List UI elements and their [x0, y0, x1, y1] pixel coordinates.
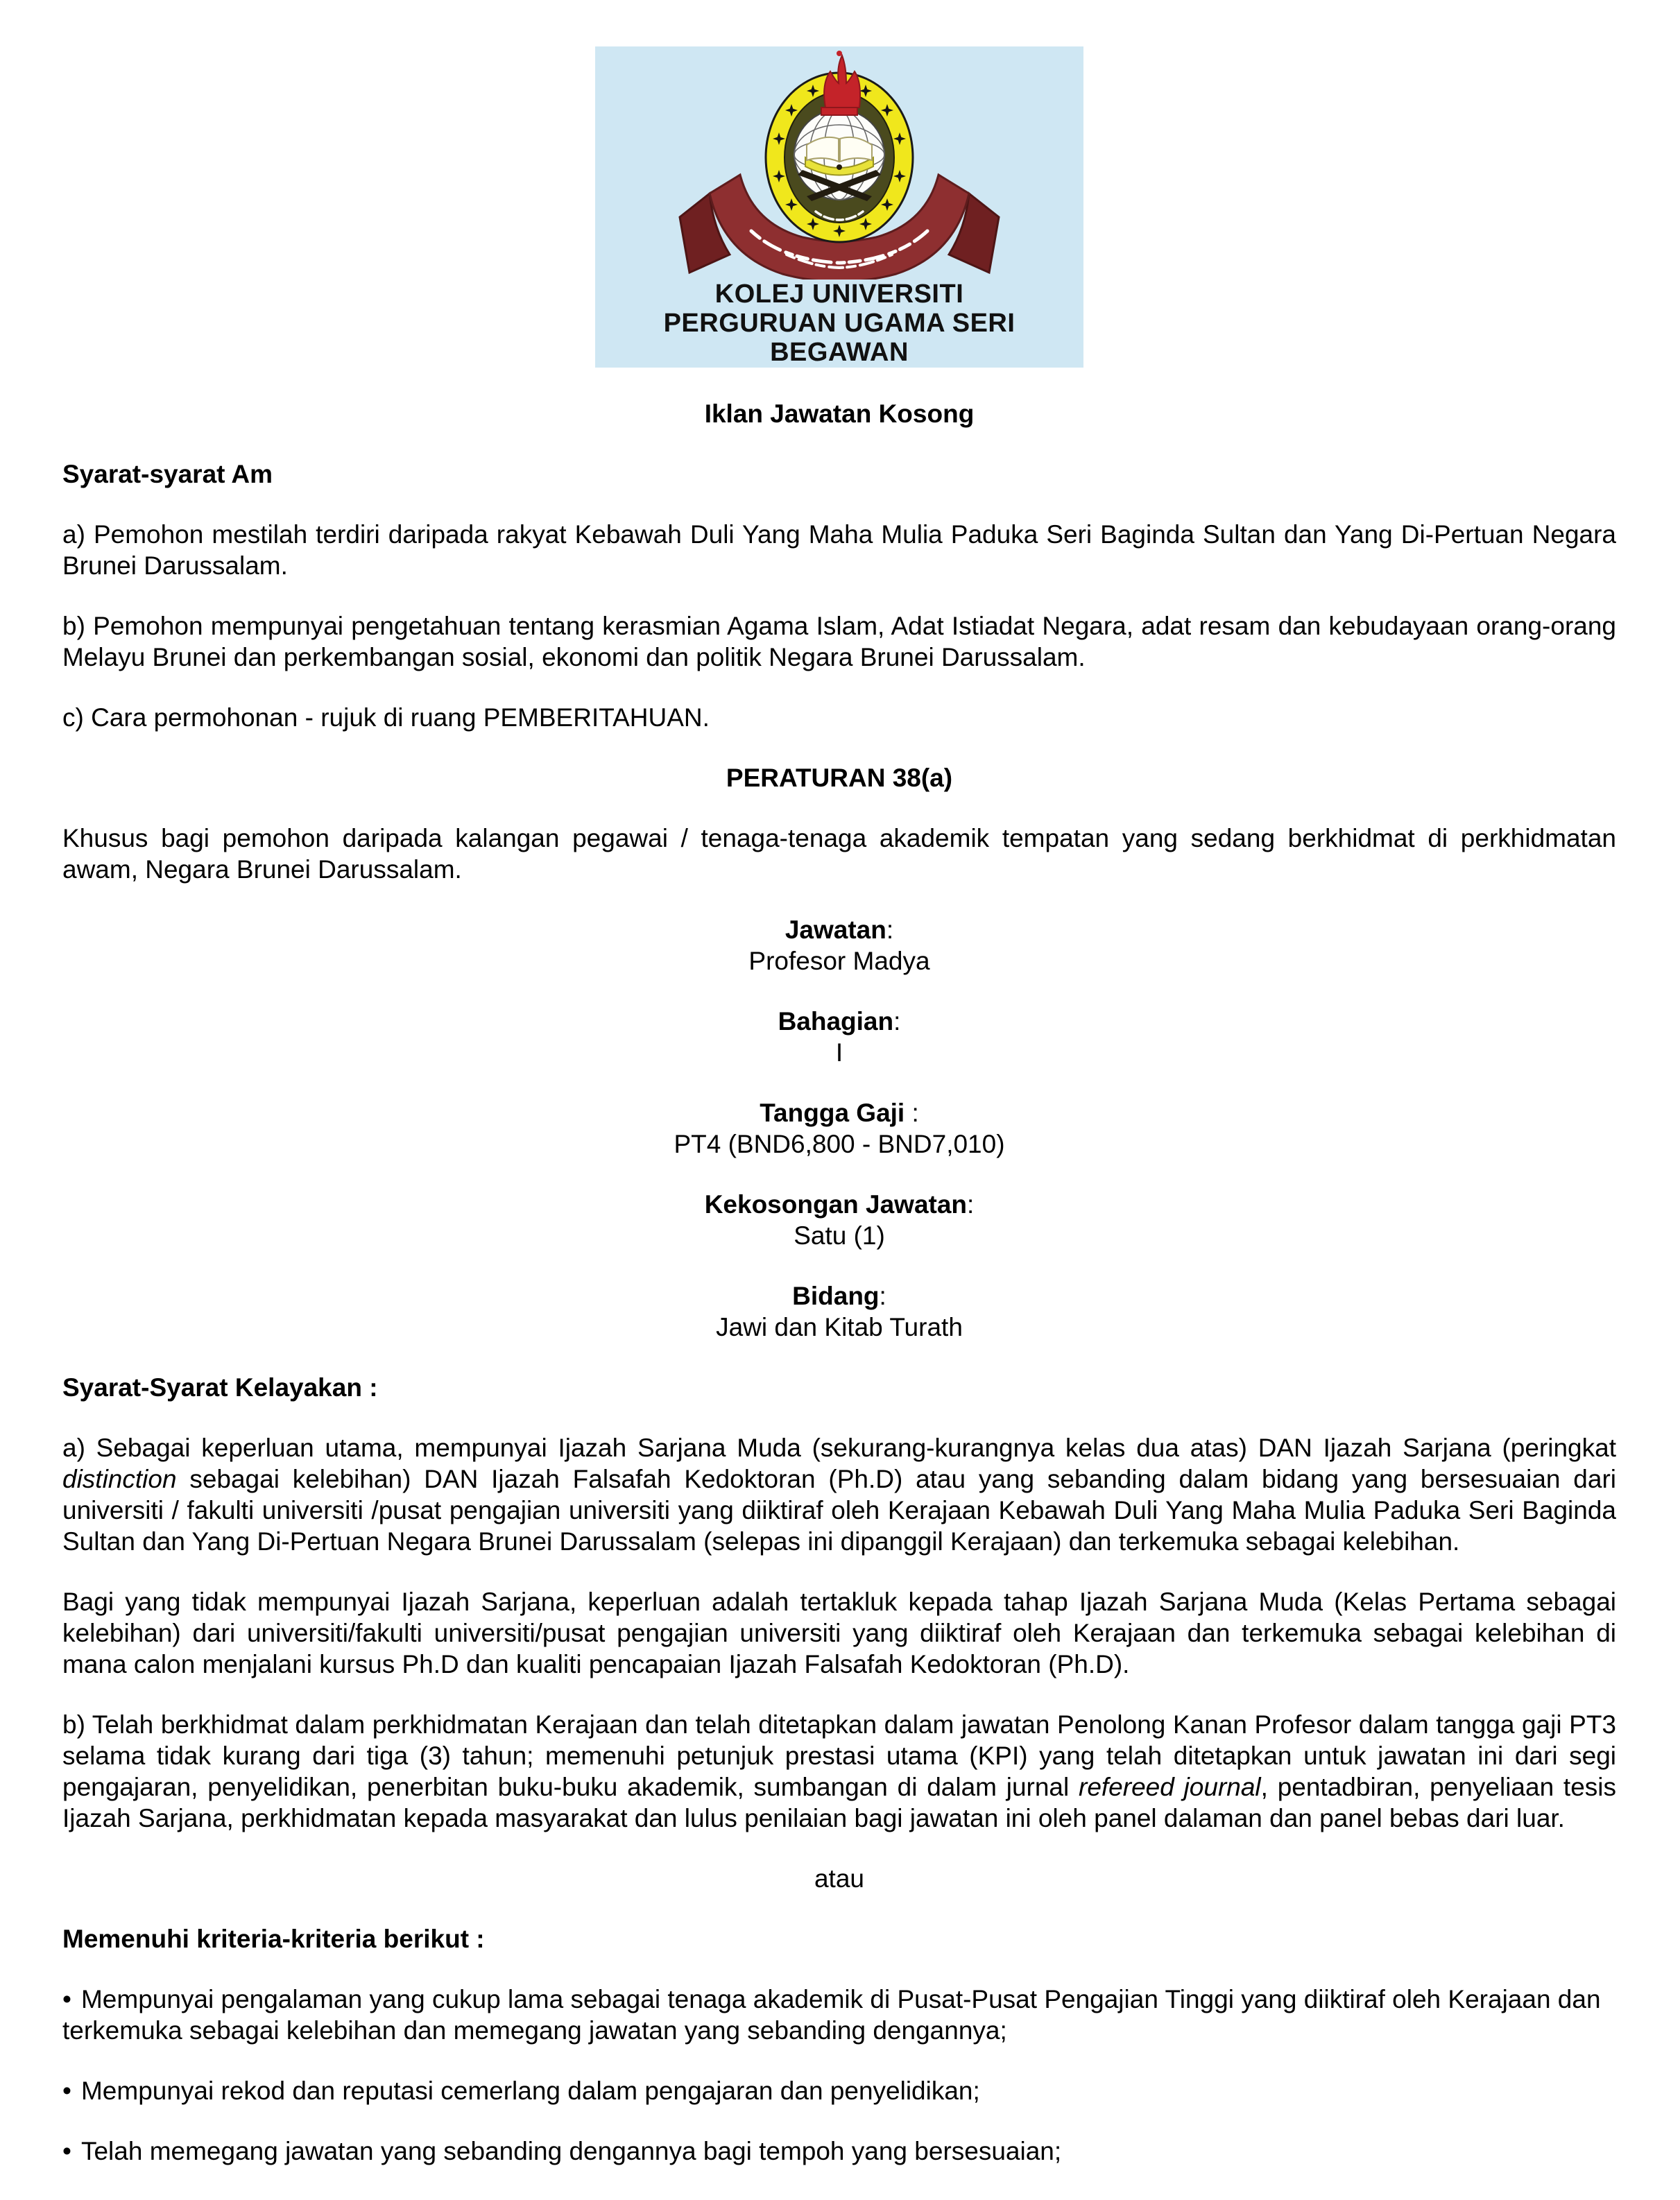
logo-panel	[595, 46, 1083, 368]
detail-label-colon: :	[905, 1099, 919, 1127]
detail-tangga-gaji-value: PT4 (BND6,800 - BND7,010)	[674, 1130, 1005, 1158]
detail-label-text: Kekosongan Jawatan	[704, 1190, 968, 1219]
kelayakan-para-b: Bagi yang tidak mempunyai Ijazah Sarjana, keperluan adalah tertakluk kepada tahap Ijazah Sarjana Muda (Kelas Pertama sebagai kelebihan) dari universiti/fakulti universiti/pusat pengajian universiti yang diiktiraf oleh Kerajaan dan terkemuka sebagai kelebihan di mana calon menjalani kursus Ph.D dan kualiti pencapaian Ijazah Falsafah Kedoktoran (Ph.D).	[62, 1588, 1616, 1678]
kelayakan-para-c-post: , pentadbiran, penyeliaan tesis Ijazah Sarjana, perkhidmatan kepada masyarakat dan lulus penilaian bagi jawatan ini oleh panel dalaman dan panel bebas dari luar.	[62, 1773, 1617, 1832]
org-name-line-1: KOLEJ UNIVERSITI	[714, 280, 964, 309]
detail-label-colon: :	[893, 1007, 901, 1035]
detail-jawatan	[62, 914, 1616, 977]
kelayakan-para-c-italic: refereed journal	[1079, 1773, 1261, 1801]
kriteria-bullet-2	[62, 2075, 1616, 2106]
kriteria-bullet-3-text: Telah memegang jawatan yang sebanding dengannya bagi tempoh yang bersesuaian;	[80, 2137, 1062, 2165]
detail-label-text: Bahagian	[778, 1007, 894, 1035]
detail-tangga-gaji	[62, 1097, 1616, 1160]
atau-separator: atau	[814, 1864, 864, 1893]
bullet-icon: •	[62, 1985, 71, 2013]
kriteria-bullet-1-text: Mempunyai pengalaman yang cukup lama sebagai tenaga akademik di Pusat-Pusat Pengajian Tinggi yang diiktiraf oleh Kerajaan dan terkemuka sebagai kelebihan dan memegang jawatan yang sebanding dengannya;	[62, 1985, 1601, 2045]
kriteria-bullet-3	[62, 2135, 1616, 2167]
detail-kekosongan-value: Satu (1)	[794, 1221, 885, 1250]
detail-bahagian-label	[62, 1006, 1616, 1037]
detail-tangga-gaji-label	[62, 1097, 1616, 1128]
heading-syarat-am: Syarat-syarat Am	[62, 460, 273, 488]
syarat-am-item-a: a) Pemohon mestilah terdiri daripada rakyat Kebawah Duli Yang Maha Mulia Paduka Seri Baginda Sultan dan Yang Di-Pertuan Negara Brunei Darussalam.	[62, 520, 1616, 580]
document-title: Iklan Jawatan Kosong	[704, 399, 975, 428]
kriteria-bullet-1	[62, 1984, 1616, 2046]
kelayakan-para-a-pre: a) Sebagai keperluan utama, mempunyai Ijazah Sarjana Muda (sekurang-kurangnya kelas dua atas) DAN Ijazah Sarjana (peringkat	[62, 1434, 1616, 1462]
org-name	[595, 280, 1083, 367]
detail-label-text: Bidang	[792, 1282, 880, 1310]
bullet-icon: •	[62, 2137, 71, 2165]
detail-label-colon: :	[886, 916, 894, 944]
detail-bidang	[62, 1280, 1616, 1343]
detail-label-text: Jawatan	[785, 916, 886, 944]
university-crest-icon	[595, 46, 1083, 280]
kriteria-bullet-2-text: Mempunyai rekod dan reputasi cemerlang dalam pengajaran dan penyelidikan;	[80, 2077, 980, 2105]
detail-label-colon: :	[879, 1282, 886, 1310]
org-name-line-2: PERGURUAN UGAMA SERI	[663, 309, 1015, 338]
kelayakan-para-a-italic: distinction	[62, 1465, 177, 1493]
detail-jawatan-label	[62, 914, 1616, 945]
detail-bidang-value: Jawi dan Kitab Turath	[716, 1313, 963, 1341]
bullet-icon: •	[62, 2077, 71, 2105]
detail-bahagian	[62, 1006, 1616, 1068]
detail-label-colon: :	[967, 1190, 975, 1219]
kelayakan-para-a	[62, 1432, 1616, 1557]
detail-label-text: Tangga Gaji	[760, 1099, 905, 1127]
detail-jawatan-value: Profesor Madya	[748, 947, 930, 975]
heading-peraturan: PERATURAN 38(a)	[726, 764, 953, 792]
org-name-line-3: BEGAWAN	[770, 338, 909, 367]
syarat-am-item-c: c) Cara permohonan - rujuk di ruang PEMBERITAHUAN.	[62, 703, 710, 732]
detail-kekosongan-label	[62, 1189, 1616, 1220]
kelayakan-para-a-post: sebagai kelebihan) DAN Ijazah Falsafah Kedoktoran (Ph.D) atau yang sebanding dalam bidang yang bersesuaian dari universiti / fakulti universiti /pusat pengajian universiti yang diiktiraf oleh Kerajaan Kebawah Duli Yang Maha Mulia Paduka Seri Baginda Sultan dan Yang Di-Pertuan Negara Brunei Darussalam (selepas ini dipanggil Kerajaan) dan terkemuka sebagai kelebihan.	[62, 1465, 1616, 1556]
kelayakan-para-c-pre: b) Telah berkhidmat dalam perkhidmatan Kerajaan dan telah ditetapkan dalam jawatan Penolong Kanan Profesor dalam tangga gaji PT3 selama tidak kurang dari tiga (3) tahun; memenuhi petunjuk prestasi utama (KPI) yang telah ditetapkan untuk jawatan ini dari segi pengajaran, penyelidikan, penerbitan buku-buku akademik, sumbangan di dalam jurnal	[62, 1710, 1616, 1801]
syarat-am-item-b: b) Pemohon mempunyai pengetahuan tentang kerasmian Agama Islam, Adat Istiadat Negara, adat resam dan kebudayaan orang-orang Melayu Brunei dan perkembangan sosial, ekonomi dan politik Negara Brunei Darussalam.	[62, 612, 1616, 671]
detail-bahagian-value: I	[835, 1038, 843, 1067]
kelayakan-para-c	[62, 1709, 1616, 1834]
peraturan-intro: Khusus bagi pemohon daripada kalangan pegawai / tenaga-tenaga akademik tempatan yang sedang berkhidmat di perkhidmatan awam, Negara Brunei Darussalam.	[62, 824, 1616, 884]
heading-kriteria: Memenuhi kriteria-kriteria berikut :	[62, 1925, 485, 1953]
detail-bidang-label	[62, 1280, 1616, 1312]
detail-kekosongan	[62, 1189, 1616, 1251]
heading-kelayakan: Syarat-Syarat Kelayakan :	[62, 1373, 378, 1402]
